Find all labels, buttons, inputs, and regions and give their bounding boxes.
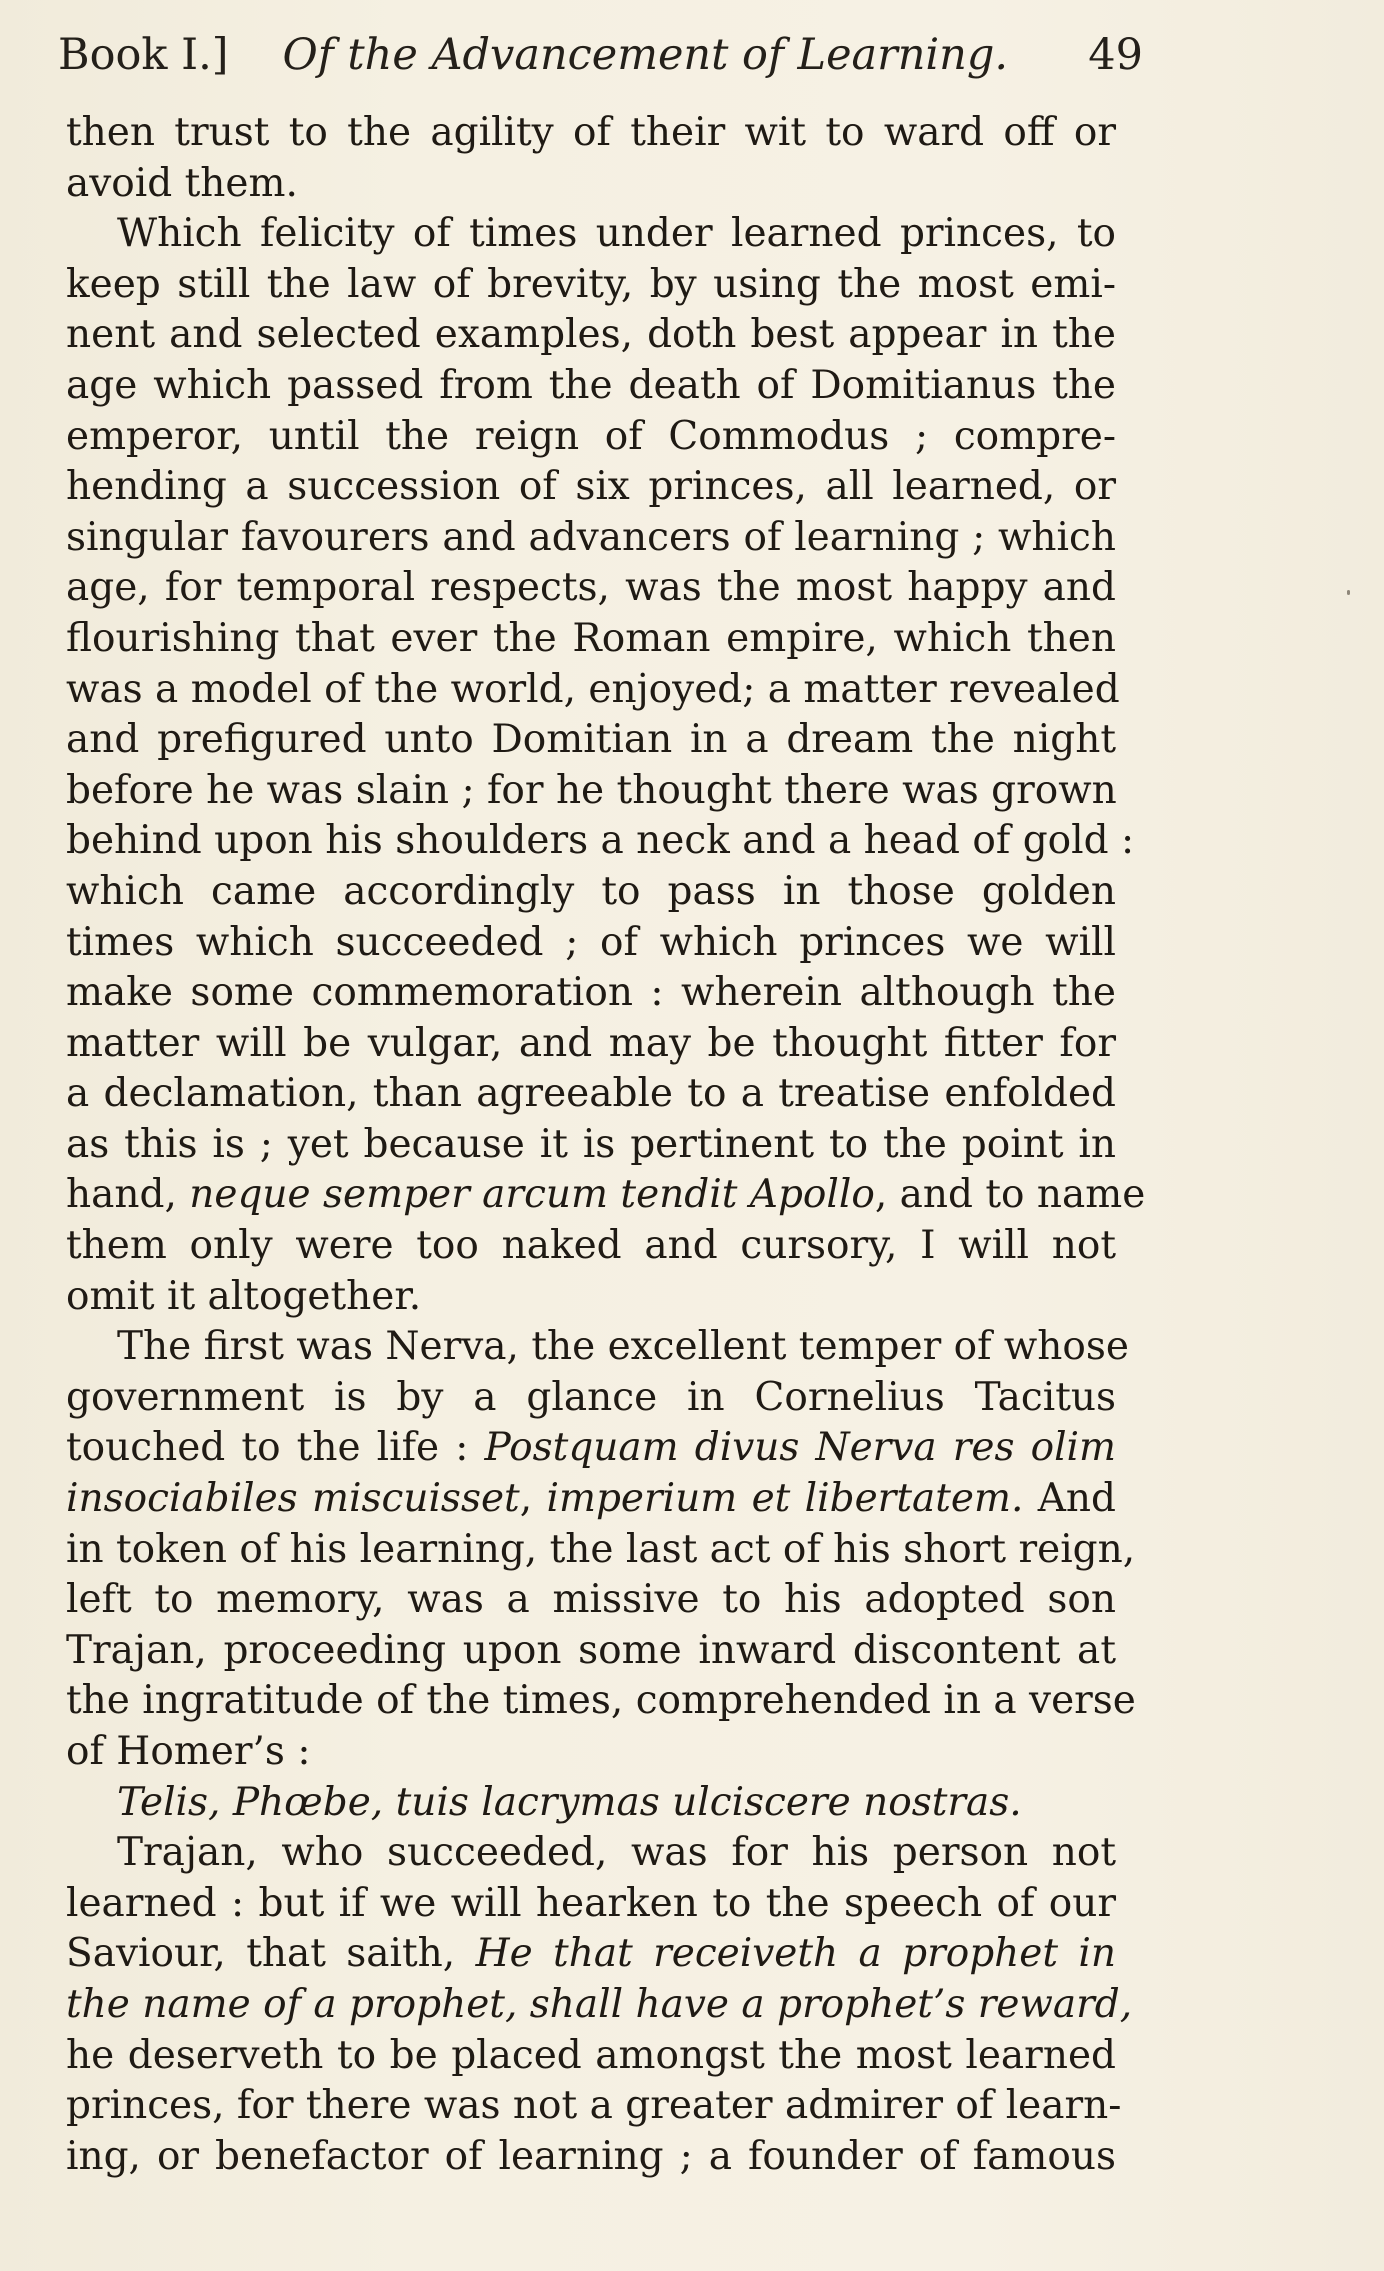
book-label: Book I.] [58, 30, 229, 80]
text-line [66, 1575, 1116, 1626]
text-run: of Homer’s : [66, 1729, 311, 1774]
text-line [66, 614, 1116, 665]
italic-run: Telis, Phœbe, tuis lacrymas ulciscere nostras. [117, 1779, 1022, 1825]
text-line [66, 513, 1116, 564]
italic-run: imperium et libertatem. [546, 1476, 1024, 1522]
text-line [66, 2031, 1116, 2082]
text-line [66, 1069, 1116, 1120]
text-line [66, 1676, 1136, 1727]
text-line [66, 260, 1116, 311]
text-run: omit it altogether. [66, 1273, 422, 1319]
text-line [66, 715, 1116, 766]
paper-speck [1347, 590, 1350, 595]
text-line [66, 665, 1120, 716]
text-run: ing, or benefactor of learning ; a founder of famous [66, 2133, 1116, 2179]
text-run: Trajan, proceeding upon some inward discontent at [66, 1627, 1116, 1673]
text-run: flourishing that ever the Roman empire, which then [66, 615, 1116, 661]
text-run: Saviour, that saith, [66, 1931, 476, 1977]
text-run: Which felicity of times under learned princes, to [117, 211, 1116, 257]
text-run: make some commemoration : wherein although the [66, 970, 1116, 1016]
italic-run: neque semper arcum tendit Apollo [189, 1172, 875, 1218]
text-run: , and to name [874, 1172, 1146, 1218]
text-line [66, 1474, 1116, 1525]
text-run: matter will be vulgar, and may be thought fitter for [66, 1020, 1116, 1066]
text-run: he deserveth to be placed amongst the most learned [66, 2032, 1116, 2078]
text-line [66, 968, 1116, 1019]
text-line [66, 462, 1116, 513]
page-number: 49 [1088, 30, 1143, 80]
text-line [66, 563, 1116, 614]
text-run: And [1023, 1476, 1116, 1522]
running-header [58, 30, 1143, 90]
italic-run: He that receiveth a prophet in [475, 1931, 1116, 1977]
text-run: Trajan, who succeeded, was for his person not [117, 1830, 1116, 1876]
text-run: learned : but if we will hearken to the speech of our [66, 1880, 1116, 1926]
text-line [66, 1170, 1146, 1221]
text-line [66, 867, 1116, 918]
text-line [66, 108, 1116, 159]
text-run: times which succeeded ; of which princes we will [66, 919, 1116, 965]
text-line [66, 1525, 1136, 1576]
text-line [66, 159, 1116, 210]
text-run: the ingratitude of the times, comprehended in a verse [66, 1678, 1136, 1724]
text-line [66, 412, 1116, 463]
text-line [66, 2081, 1122, 2132]
text-line [66, 2132, 1116, 2183]
text-line [66, 1120, 1116, 1171]
text-line [66, 310, 1116, 361]
text-run: age which passed from the death of Domitianus the [66, 362, 1116, 408]
text-run: princes, for there was not a greater admirer of learn- [66, 2083, 1122, 2129]
text-line [66, 1828, 1116, 1879]
text-run: left to memory, was a missive to his adopted son [66, 1577, 1116, 1623]
text-line [66, 209, 1116, 260]
text-run: in token of his learning, the last act of his short reign, [66, 1526, 1136, 1572]
text-run: nent and selected examples, doth best appear in the [66, 312, 1116, 358]
text-line [66, 1980, 1133, 2031]
text-run: touched to the life : [66, 1425, 485, 1471]
text-run: then trust to the agility of their wit to ward off or [66, 110, 1116, 155]
text-run: as this is ; yet because it is pertinent to the point in [66, 1121, 1116, 1167]
text-run: avoid them. [66, 160, 298, 206]
text-line [66, 1929, 1116, 1980]
text-run: government is by a glance in Cornelius Tacitus [66, 1374, 1116, 1420]
text-line [66, 361, 1116, 412]
text-line [66, 1272, 1116, 1323]
text-line [66, 1322, 1130, 1373]
text-line [66, 1626, 1116, 1677]
text-run: age, for temporal respects, was the most happy and [66, 565, 1116, 611]
text-line [66, 1373, 1116, 1424]
text-line [66, 1423, 1116, 1474]
text-run: was a model of the world, enjoyed; a matter revealed [66, 666, 1120, 712]
italic-run: insociabiles miscuisset [66, 1476, 520, 1522]
text-run: which came accordingly to pass in those golden [66, 868, 1116, 914]
text-run: , [519, 1476, 547, 1522]
text-run: hand, [66, 1172, 190, 1218]
text-run: and prefigured unto Domitian in a dream the night [66, 717, 1116, 763]
text-line [66, 1727, 1116, 1778]
text-line [66, 918, 1116, 969]
text-line [66, 766, 1116, 817]
text-run: hending a succession of six princes, all learned, or [66, 464, 1116, 510]
text-run: before he was slain ; for he thought there was grown [66, 767, 1117, 813]
text-run: keep still the law of brevity, by using the most emi- [66, 261, 1116, 307]
verse-line [66, 1778, 1116, 1829]
body-text [66, 108, 1146, 2182]
text-line [66, 1221, 1116, 1272]
text-run: emperor, until the reign of Commodus ; compre- [66, 413, 1116, 459]
text-run: a declamation, than agreeable to a treatise enfolded [66, 1071, 1116, 1117]
text-run: behind upon his shoulders a neck and a head of gold : [66, 818, 1135, 864]
text-line [66, 1879, 1116, 1930]
text-run: them only were too naked and cursory, I will not [66, 1223, 1116, 1269]
running-title: Of the Advancement of Learning. [282, 30, 1009, 80]
italic-run: the name of a prophet, shall have a prophet’s reward, [66, 1981, 1133, 2027]
text-run: The first was Nerva, the excellent temper of whose [117, 1324, 1130, 1370]
italic-run: Postquam divus Nerva res olim [484, 1425, 1116, 1471]
text-run: singular favourers and advancers of learning ; which [66, 514, 1116, 560]
text-line [66, 816, 1135, 867]
text-line [66, 1019, 1116, 1070]
